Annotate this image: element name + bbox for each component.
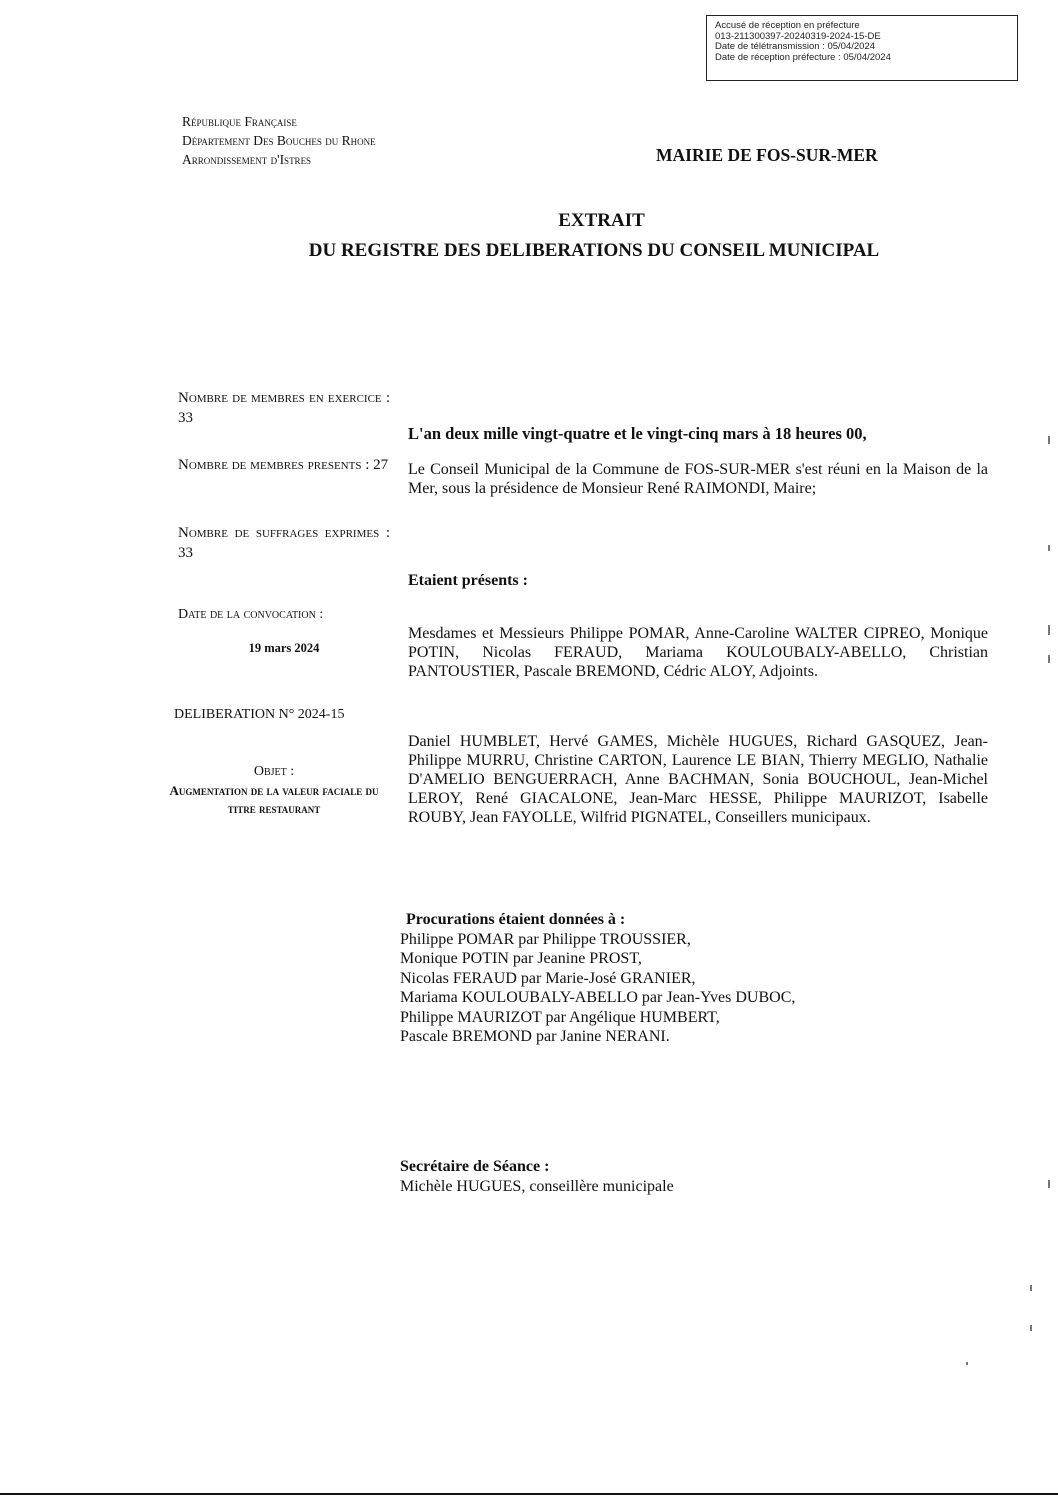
scan-mark — [1048, 436, 1050, 444]
objet-label: Objet : — [253, 764, 295, 779]
procuration-item: Philippe POMAR par Philippe TROUSSIER, — [400, 930, 691, 948]
procuration-item: Monique POTIN par Jeanine PROST, — [400, 950, 642, 967]
header-departement: Département Des Bouches du Rhone — [182, 133, 376, 148]
convocation-label: Date de la convocation : — [178, 607, 324, 622]
procuration-item: Mariama KOULOUBALY-ABELLO par Jean-Yves DUBOC, — [400, 989, 796, 1006]
objet-text: Augmentation de la valeur faciale du titre restaurant — [169, 783, 379, 816]
administrative-header — [182, 112, 376, 169]
prefecture-receipt-stamp — [706, 15, 1018, 81]
secretaire-name: Michèle HUGUES, conseillère municipale — [400, 1177, 674, 1195]
stamp-line: Date de réception préfecture : 05/04/2024 — [715, 51, 891, 63]
header-republique: République Française — [182, 114, 297, 129]
scan-mark — [1048, 655, 1050, 663]
procurations-heading: Procurations étaient données à : — [406, 911, 626, 928]
session-intro: Le Conseil Municipal de la Commune de FOS-SUR-MER s'est réuni en la Maison de la Mer, sous la présidence de Monsieur René RAIMONDI, Maire; — [408, 461, 988, 497]
secretaire-section — [400, 1157, 1000, 1196]
scan-mark — [1030, 1285, 1032, 1291]
adjoints-list: Mesdames et Messieurs Philippe POMAR, Anne-Caroline WALTER CIPREO, Monique POTIN, Nicolas FERAUD, Mariama KOULOUBALY-ABELLO, Christian PANTOUSTIER, Pascale BREMOND, Cédric ALOY, Adjoints. — [408, 625, 988, 680]
mairie-title: MAIRIE DE FOS-SUR-MER — [656, 145, 878, 165]
stamp-line: Accusé de réception en préfecture — [715, 20, 860, 31]
scan-mark — [1048, 625, 1050, 635]
membres-exercice: Nombre de membres en exercice : 33 — [178, 390, 390, 426]
membres-presents: Nombre de membres presents : 27 — [178, 457, 389, 473]
scan-mark — [1030, 1325, 1032, 1331]
stamp-line: Date de télétransmission : 05/04/2024 — [715, 41, 876, 52]
scan-mark — [1048, 545, 1050, 551]
header-arrondissement: Arrondissement d'Istres — [182, 152, 312, 167]
document-subtitle: DU REGISTRE DES DELIBERATIONS DU CONSEIL MUNICIPAL — [308, 240, 880, 261]
page-bottom-edge — [0, 1493, 1058, 1495]
scan-mark — [966, 1362, 968, 1365]
procuration-item: Pascale BREMOND par Janine NERANI. — [400, 1028, 670, 1045]
session-date-line: L'an deux mille vingt-quatre et le vingt-cinq mars à 18 heures 00, — [408, 424, 867, 443]
procurations-section — [400, 910, 1000, 1047]
procuration-item: Philippe MAURIZOT par Angélique HUMBERT, — [400, 1008, 720, 1026]
document-title: EXTRAIT — [558, 210, 645, 231]
presents-heading: Etaient présents : — [408, 572, 528, 589]
suffrages-exprimes: Nombre de suffrages exprimes : 33 — [178, 525, 390, 561]
secretaire-heading: Secrétaire de Séance : — [400, 1158, 550, 1175]
procuration-item: Nicolas FERAUD par Marie-José GRANIER, — [400, 969, 696, 987]
stamp-line: 013-211300397-20240319-2024-15-DE — [715, 30, 881, 42]
deliberation-number: DELIBERATION N° 2024-15 — [174, 707, 345, 722]
convocation-date: 19 mars 2024 — [248, 641, 320, 655]
scan-mark — [1048, 1180, 1050, 1188]
conseillers-list: Daniel HUMBLET, Hervé GAMES, Michèle HUGUES, Richard GASQUEZ, Jean-Philippe MURRU, Christine CARTON, Laurence LE BIAN, Thierry MEGLIO, Nathalie D'AMELIO BENGUERRACH, Anne BACHMAN, Sonia BOUCHOUL, Jean-Michel LEROY, René GIACALONE, Jean-Marc HESSE, Philippe MAURIZOT, Isabelle ROUBY, Jean FAYOLLE, Wilfrid PIGNATEL, Conseillers municipaux. — [408, 733, 988, 826]
